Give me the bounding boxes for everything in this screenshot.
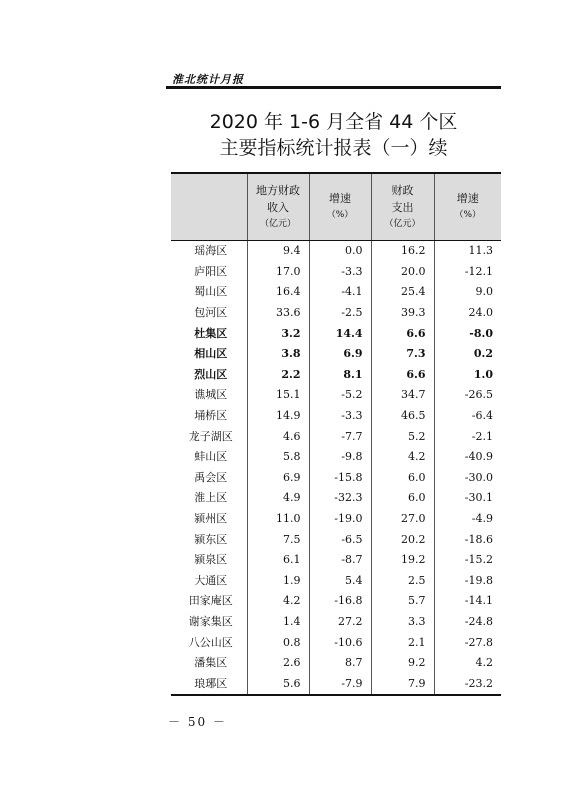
cell-district-name: 大通区 — [194, 573, 228, 587]
table-row — [171, 241, 501, 262]
table-row — [171, 509, 501, 530]
cell-revenue-growth: -8.7 — [309, 550, 371, 571]
cell-district-name: 颍东区 — [194, 532, 228, 546]
table-row — [171, 673, 501, 695]
cell-revenue-growth: -5.2 — [309, 385, 371, 406]
cell-local-revenue: 2.2 — [247, 365, 309, 386]
cell-fiscal-expenditure: 9.2 — [371, 653, 434, 674]
cell-district-name: 烈山区 — [194, 367, 228, 381]
cell-local-revenue: 5.8 — [247, 447, 309, 468]
cell-revenue-growth: 0.0 — [309, 241, 371, 262]
cell-revenue-growth: -6.5 — [309, 529, 371, 550]
cell-fiscal-expenditure: 19.2 — [371, 550, 434, 571]
cell-local-revenue: 9.4 — [247, 241, 309, 262]
table-title-line-2: 主要指标统计报表（一）续 — [219, 137, 448, 159]
publication-title: 淮北统计月报 — [172, 73, 244, 86]
cell-expenditure-growth: -6.4 — [434, 406, 501, 427]
cell-expenditure-growth: -30.1 — [434, 488, 501, 509]
cell-expenditure-growth: -26.5 — [434, 385, 501, 406]
table-row — [171, 323, 501, 344]
cell-district-name: 庐阳区 — [194, 264, 228, 278]
cell-district-name: 淮上区 — [194, 491, 228, 505]
cell-revenue-growth: -4.1 — [309, 282, 371, 303]
table-row — [171, 632, 501, 653]
cell-local-revenue: 1.4 — [247, 612, 309, 633]
table-row — [171, 653, 501, 674]
cell-fiscal-expenditure: 3.3 — [371, 612, 434, 633]
cell-fiscal-expenditure: 27.0 — [371, 509, 434, 530]
table-title-line-1: 2020 年 1-6 月全省 44 个区 — [209, 111, 458, 133]
header-line: 支出 — [391, 200, 414, 214]
cell-local-revenue: 4.9 — [247, 488, 309, 509]
table-row — [171, 365, 501, 386]
cell-revenue-growth: 27.2 — [309, 612, 371, 633]
table-row — [171, 282, 501, 303]
header-line: （%） — [454, 210, 482, 220]
cell-fiscal-expenditure: 7.9 — [371, 673, 434, 695]
table-row — [171, 591, 501, 612]
cell-fiscal-expenditure: 25.4 — [371, 282, 434, 303]
table-row — [171, 262, 501, 283]
header-line: 增速 — [456, 192, 479, 205]
cell-expenditure-growth: -30.0 — [434, 468, 501, 489]
cell-fiscal-expenditure: 46.5 — [371, 406, 434, 427]
cell-revenue-growth: -9.8 — [309, 447, 371, 468]
cell-fiscal-expenditure: 34.7 — [371, 385, 434, 406]
header-line: 收入 — [267, 200, 289, 214]
table-row — [171, 344, 501, 365]
table-body — [171, 241, 501, 696]
cell-expenditure-growth: -24.8 — [434, 612, 501, 633]
cell-expenditure-growth: -40.9 — [434, 447, 501, 468]
header-rule — [166, 86, 501, 89]
cell-fiscal-expenditure: 16.2 — [371, 241, 434, 262]
cell-revenue-growth: -16.8 — [309, 591, 371, 612]
cell-local-revenue: 5.6 — [247, 673, 309, 695]
cell-district-name: 谢家集区 — [188, 614, 233, 628]
cell-local-revenue: 0.8 — [247, 632, 309, 653]
cell-fiscal-expenditure: 6.6 — [371, 365, 434, 386]
header-line: 地方财政 — [256, 183, 300, 197]
header-line: 增速 — [329, 192, 351, 205]
cell-local-revenue: 17.0 — [247, 262, 309, 283]
cell-local-revenue: 15.1 — [247, 385, 309, 406]
cell-district-name: 埇桥区 — [194, 409, 228, 423]
table-row — [171, 571, 501, 592]
cell-fiscal-expenditure: 5.7 — [371, 591, 434, 612]
cell-expenditure-growth: -4.9 — [434, 509, 501, 530]
table-row — [171, 385, 501, 406]
header-line: （%） — [326, 210, 354, 220]
cell-expenditure-growth: 9.0 — [434, 282, 501, 303]
cell-local-revenue: 6.9 — [247, 468, 309, 489]
cell-expenditure-growth: -14.1 — [434, 591, 501, 612]
cell-fiscal-expenditure: 20.2 — [371, 529, 434, 550]
cell-local-revenue: 4.6 — [247, 426, 309, 447]
cell-local-revenue: 16.4 — [247, 282, 309, 303]
cell-district-name: 蜀山区 — [194, 285, 228, 299]
cell-expenditure-growth: 1.0 — [434, 365, 501, 386]
cell-local-revenue: 33.6 — [247, 303, 309, 324]
cell-expenditure-growth: -8.0 — [434, 323, 501, 344]
cell-expenditure-growth: -23.2 — [434, 673, 501, 695]
cell-fiscal-expenditure: 6.6 — [371, 323, 434, 344]
cell-expenditure-growth: 24.0 — [434, 303, 501, 324]
cell-revenue-growth: 14.4 — [309, 323, 371, 344]
table-row — [171, 303, 501, 324]
cell-local-revenue: 3.2 — [247, 323, 309, 344]
cell-local-revenue: 3.8 — [247, 344, 309, 365]
cell-revenue-growth: 8.1 — [309, 365, 371, 386]
header-cell-fiscal-expenditure — [371, 173, 434, 241]
cell-expenditure-growth: -19.8 — [434, 571, 501, 592]
cell-fiscal-expenditure: 2.1 — [371, 632, 434, 653]
cell-district-name: 谯城区 — [194, 388, 228, 402]
cell-expenditure-growth: -15.2 — [434, 550, 501, 571]
header-cell-revenue-growth — [309, 173, 371, 241]
cell-district-name: 颍州区 — [194, 512, 228, 526]
statistics-table — [171, 172, 501, 696]
cell-revenue-growth: -7.7 — [309, 426, 371, 447]
cell-revenue-growth: -10.6 — [309, 632, 371, 653]
cell-revenue-growth: -32.3 — [309, 488, 371, 509]
cell-district-name: 蚌山区 — [194, 450, 228, 464]
table-row — [171, 447, 501, 468]
cell-district-name: 潘集区 — [194, 656, 228, 670]
header-cell-expenditure-growth — [434, 173, 501, 241]
cell-expenditure-growth: -18.6 — [434, 529, 501, 550]
table-header-row — [171, 173, 501, 241]
cell-expenditure-growth: 0.2 — [434, 344, 501, 365]
cell-local-revenue: 14.9 — [247, 406, 309, 427]
cell-fiscal-expenditure: 20.0 — [371, 262, 434, 283]
table-row — [171, 550, 501, 571]
cell-district-name: 禹会区 — [194, 470, 228, 484]
cell-revenue-growth: -3.3 — [309, 262, 371, 283]
header-line: 财政 — [391, 183, 414, 197]
page-number: － 50 － — [168, 715, 227, 729]
cell-fiscal-expenditure: 39.3 — [371, 303, 434, 324]
cell-expenditure-growth: -27.8 — [434, 632, 501, 653]
cell-expenditure-growth: 11.3 — [434, 241, 501, 262]
cell-revenue-growth: -2.5 — [309, 303, 371, 324]
cell-local-revenue: 7.5 — [247, 529, 309, 550]
cell-fiscal-expenditure: 6.0 — [371, 488, 434, 509]
cell-local-revenue: 11.0 — [247, 509, 309, 530]
cell-revenue-growth: -7.9 — [309, 673, 371, 695]
table-row — [171, 426, 501, 447]
cell-expenditure-growth: 4.2 — [434, 653, 501, 674]
cell-district-name: 龙子湖区 — [188, 429, 233, 443]
table-row — [171, 529, 501, 550]
cell-local-revenue: 2.6 — [247, 653, 309, 674]
cell-district-name: 田家庵区 — [188, 594, 233, 608]
cell-expenditure-growth: -12.1 — [434, 262, 501, 283]
cell-revenue-growth: -3.3 — [309, 406, 371, 427]
cell-district-name: 相山区 — [194, 347, 228, 361]
header-cell-local-revenue — [247, 173, 309, 241]
cell-district-name: 瑶海区 — [194, 244, 228, 258]
cell-district-name: 琅琊区 — [171, 673, 247, 695]
cell-local-revenue: 1.9 — [247, 571, 309, 592]
table-row — [171, 468, 501, 489]
cell-local-revenue: 6.1 — [247, 550, 309, 571]
cell-expenditure-growth: -2.1 — [434, 426, 501, 447]
cell-district-name: 颍泉区 — [194, 553, 228, 567]
header-line: （亿元） — [384, 218, 421, 229]
cell-revenue-growth: -19.0 — [309, 509, 371, 530]
cell-district-name: 包河区 — [194, 306, 228, 320]
cell-fiscal-expenditure: 6.0 — [371, 468, 434, 489]
cell-fiscal-expenditure: 4.2 — [371, 447, 434, 468]
cell-revenue-growth: -15.8 — [309, 468, 371, 489]
cell-fiscal-expenditure: 7.3 — [371, 344, 434, 365]
cell-revenue-growth: 6.9 — [309, 344, 371, 365]
cell-fiscal-expenditure: 5.2 — [371, 426, 434, 447]
header-cell-district — [171, 173, 247, 241]
cell-revenue-growth: 8.7 — [309, 653, 371, 674]
header-line: （亿元） — [259, 218, 296, 229]
cell-fiscal-expenditure: 2.5 — [371, 571, 434, 592]
cell-revenue-growth: 5.4 — [309, 571, 371, 592]
cell-district-name: 八公山区 — [188, 635, 233, 649]
cell-local-revenue: 4.2 — [247, 591, 309, 612]
table-row — [171, 612, 501, 633]
table-row — [171, 488, 501, 509]
table-row — [171, 406, 501, 427]
cell-district-name: 杜集区 — [194, 326, 228, 340]
